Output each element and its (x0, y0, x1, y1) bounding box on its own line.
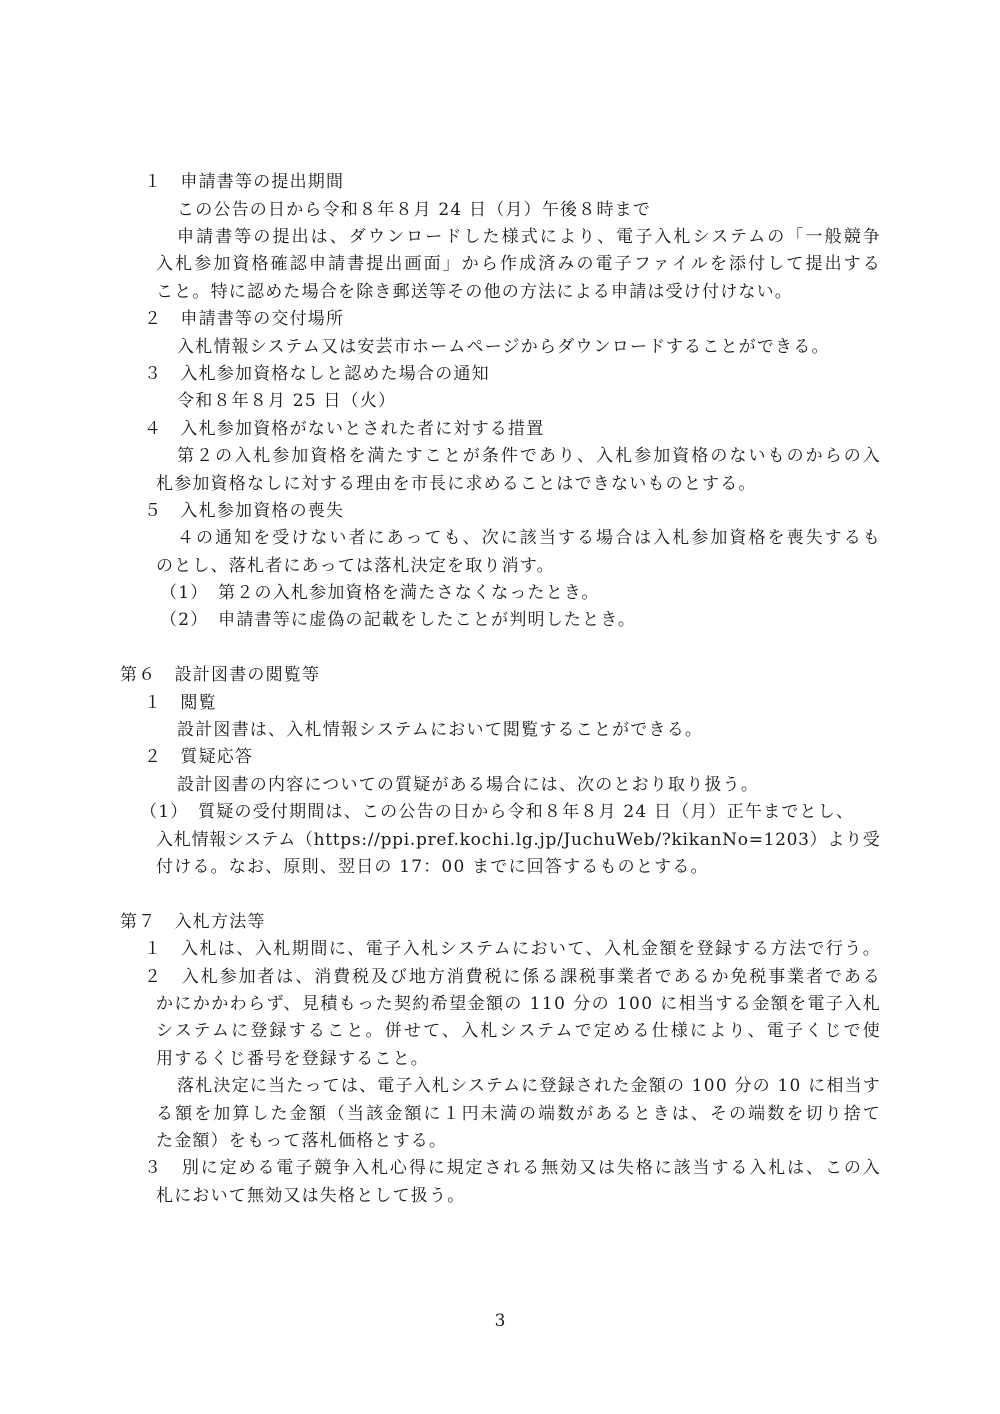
text-line-s5-5-i1: （1） 第２の入札参加資格を満たさなくなったとき。 (160, 583, 600, 603)
text-line-s5-3-head: ３ 入札参加資格なしと認めた場合の通知 (144, 364, 490, 384)
text-line-s7-1: １ 入札は、入札期間に、電子入札システムにおいて、入札金額を登録する方法で行う。 (144, 939, 882, 959)
text-line-s6-2-i1-l3: 付ける。なお、原則、翌日の 17：00 までに回答するものとする。 (156, 857, 709, 877)
text-line-s6-2-i1: （1） 質疑の受付期間は、この公告の日から令和８年８月 24 日（月）正午までとし、 (140, 802, 855, 822)
text-line-s6-head: 第６ 設計図書の閲覧等 (120, 665, 321, 685)
text-line-s6-1-head: １ 閲覧 (144, 693, 217, 713)
text-line-s5-1-l2: 申請書等の提出は、ダウンロードした様式により、電子入札システムの「一般競争 (177, 227, 882, 247)
text-line-s7-2-l5: 落札決定に当たっては、電子入札システムに登録された金額の 100 分の 10 に相当す (177, 1076, 882, 1096)
text-line-s7-2-l3: システムに登録すること。併せて、入札システムで定める仕様により、電子くじで使 (156, 1021, 883, 1041)
text-line-s5-5-l1: ４の通知を受けない者にあっても、次に該当する場合は入札参加資格を喪失するも (177, 528, 882, 548)
text-line-s5-3-l1: 令和８年８月 25 日（火） (177, 391, 397, 411)
text-line-s7-2-l7: た金額）をもって落札価格とする。 (156, 1131, 448, 1151)
text-line-s5-5-l2: のとし、落札者にあっては落札決定を取り消す。 (156, 556, 555, 576)
text-line-s7-2-l4: 用するくじ番号を登録すること。 (156, 1049, 429, 1069)
text-line-s5-2-head: ２ 申請書等の交付場所 (144, 309, 345, 329)
text-line-s6-2-i1-l2: 入札情報システム（https://ppi.pref.kochi.lg.jp/JuchuWeb/?kikanNo=1203）より受 (156, 830, 881, 850)
text-line-s6-2-l1: 設計図書の内容についての質疑がある場合には、次のとおり取り扱う。 (177, 775, 760, 795)
text-line-s7-3-l1: ３ 別に定める電子競争入札心得に規定される無効又は失格に該当する入札は、この入 (144, 1158, 882, 1178)
text-line-s5-4-l2: 札参加資格なしに対する理由を市長に求めることはできないものとする。 (156, 474, 757, 494)
text-line-s5-4-l1: 第２の入札参加資格を満たすことが条件であり、入札参加資格のないものからの入 (177, 446, 882, 466)
page-number: 3 (494, 1311, 506, 1331)
text-line-s5-1-l3: 入札参加資格確認申請書提出画面」から作成済みの電子ファイルを添付して提出する (156, 254, 882, 274)
text-line-s7-2-l1: ２ 入札参加者は、消費税及び地方消費税に係る課税事業者であるか免税事業者である (144, 967, 882, 987)
text-line-s7-3-l2: 札において無効又は失格として扱う。 (156, 1186, 466, 1206)
text-line-s5-5-i2: （2） 申請書等に虚偽の記載をしたことが判明したとき。 (160, 610, 637, 630)
text-line-s5-5-head: ５ 入札参加資格の喪失 (144, 501, 345, 521)
text-line-s7-2-l2: かにかかわらず、見積もった契約希望金額の 110 分の 100 に相当する金額を電子入札 (156, 994, 882, 1014)
text-line-s6-1-l1: 設計図書は、入札情報システムにおいて閲覧することができる。 (177, 720, 704, 740)
text-line-s5-4-head: ４ 入札参加資格がないとされた者に対する措置 (144, 419, 545, 439)
text-line-s5-1-head: １ 申請書等の提出期間 (144, 172, 345, 192)
text-line-s5-1-l4: こと。特に認めた場合を除き郵送等その他の方法による申請は受け付けない。 (156, 282, 793, 302)
text-line-s6-2-head: ２ 質疑応答 (144, 747, 254, 767)
text-line-s5-1-l1: この公告の日から令和８年８月 24 日（月）午後８時まで (177, 200, 652, 220)
text-line-s5-2-l1: 入札情報システム又は安芸市ホームページからダウンロードすることができる。 (177, 337, 830, 357)
text-line-s7-head: 第７ 入札方法等 (120, 912, 266, 932)
text-line-s7-2-l6: る額を加算した金額（当該金額に１円未満の端数があるときは、その端数を切り捨て (156, 1104, 882, 1124)
